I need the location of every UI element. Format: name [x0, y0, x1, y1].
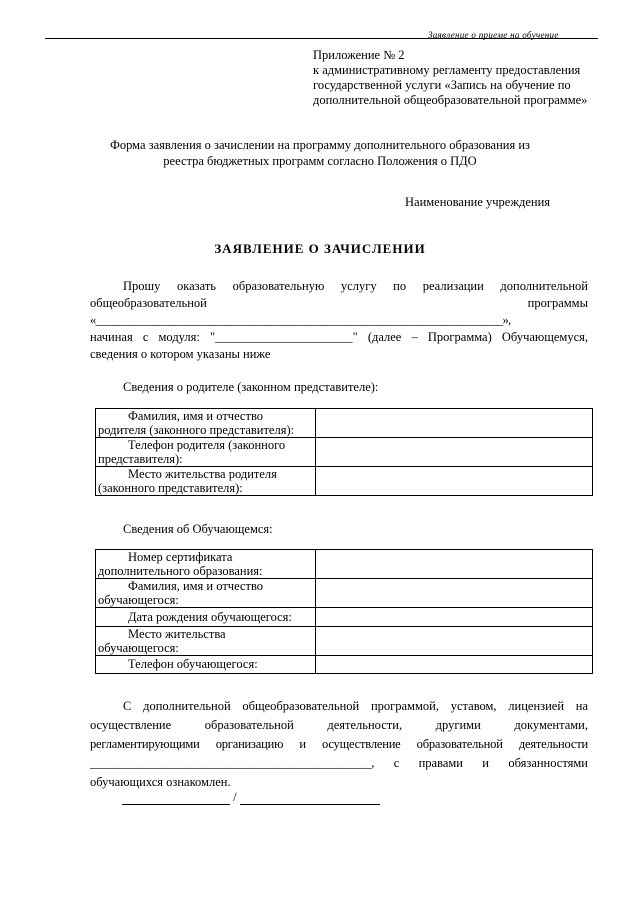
- label-text: дополнительного образования:: [98, 564, 263, 578]
- student-info-table: [95, 549, 593, 674]
- header-rule: [45, 38, 598, 39]
- table-value-cell[interactable]: [316, 467, 593, 496]
- signature-block: [122, 790, 380, 805]
- signature-separator: /: [233, 790, 237, 804]
- label-text: Место жительства: [128, 627, 226, 641]
- name-decoding-line[interactable]: [240, 790, 380, 805]
- acknowledgement-paragraph: [90, 697, 588, 792]
- label-text: Фамилия, имя и отчество: [128, 409, 264, 423]
- table-label-cell: [96, 550, 316, 579]
- table-label-cell: [96, 608, 316, 627]
- label-text: Телефон обучающегося:: [128, 657, 258, 671]
- form-title-line: Форма заявления о зачислении на программу дополнительного образования из: [109, 138, 530, 152]
- institution-label: Наименование учреждения: [405, 195, 551, 209]
- request-line: начиная с модуля: "______________________" (далее – Программа) Обучающемуся,: [90, 330, 588, 344]
- appendix-line: дополнительной общеобразовательной программе»: [313, 93, 588, 107]
- label-text: Место жительства родителя: [128, 467, 277, 481]
- request-line: Прошу оказать образовательную услугу по реализации дополнительной: [123, 279, 588, 293]
- table-row: [96, 438, 593, 467]
- ack-line: С дополнительной общеобразовательной программой, уставом, лицензией на: [123, 699, 588, 713]
- table-label-cell: [96, 656, 316, 674]
- table-label-cell: [96, 409, 316, 438]
- appendix-line: Приложение № 2: [313, 48, 405, 62]
- table-value-cell[interactable]: [316, 579, 593, 608]
- table-value-cell[interactable]: [316, 656, 593, 674]
- table-value-cell[interactable]: [316, 438, 593, 467]
- table-label-cell: [96, 438, 316, 467]
- label-text: (законного представителя):: [98, 481, 243, 495]
- ack-line: _____________________________________________, с правами и обязанностями: [90, 756, 588, 770]
- label-text: Дата рождения обучающегося:: [128, 610, 292, 624]
- form-title-line: реестра бюджетных программ согласно Положения о ПДО: [163, 154, 477, 168]
- appendix-line: государственной услуги «Запись на обучение по: [313, 78, 571, 92]
- table-value-cell[interactable]: [316, 627, 593, 656]
- table-row: [96, 579, 593, 608]
- table-row: [96, 467, 593, 496]
- table-row: [96, 409, 593, 438]
- table-label-cell: [96, 467, 316, 496]
- table-label-cell: [96, 627, 316, 656]
- table-row: [96, 550, 593, 579]
- label-text: представителя):: [98, 452, 183, 466]
- table-value-cell[interactable]: [316, 409, 593, 438]
- request-line: «________________________________________________________________________»,: [90, 313, 511, 327]
- signature-line[interactable]: [122, 790, 230, 805]
- table-value-cell[interactable]: [316, 550, 593, 579]
- ack-line: регламентирующими организацию и осуществление образовательной деятельности: [90, 737, 588, 751]
- table-row: [96, 627, 593, 656]
- ack-line: осуществление образовательной деятельности, другими документами,: [90, 718, 588, 732]
- form-title: [60, 137, 580, 169]
- label-text: Фамилия, имя и отчество: [128, 579, 264, 593]
- running-header: Заявление о приеме на обучение: [428, 30, 559, 40]
- label-text: Номер сертификата: [128, 550, 233, 564]
- table-row: [96, 656, 593, 674]
- ack-line: обучающихся ознакомлен.: [90, 775, 231, 789]
- label-text: обучающегося:: [98, 641, 179, 655]
- appendix-line: к административному регламенту предоставления: [313, 63, 581, 77]
- appendix-note: [313, 48, 587, 108]
- table-row: [96, 608, 593, 627]
- table-label-cell: [96, 579, 316, 608]
- label-text: родителя (законного представителя):: [98, 423, 295, 437]
- request-line: сведения о котором указаны ниже: [90, 347, 271, 361]
- document-title: ЗАЯВЛЕНИЕ О ЗАЧИСЛЕНИИ: [214, 241, 426, 256]
- table-value-cell[interactable]: [316, 608, 593, 627]
- parent-section-heading: Сведения о родителе (законном представителе):: [123, 380, 379, 394]
- parent-info-table: [95, 408, 593, 496]
- request-line: общеобразовательной программы: [90, 296, 588, 310]
- label-text: Телефон родителя (законного: [128, 438, 286, 452]
- request-paragraph: [90, 278, 588, 363]
- label-text: обучающегося:: [98, 593, 179, 607]
- student-section-heading: Сведения об Обучающемся:: [123, 522, 273, 536]
